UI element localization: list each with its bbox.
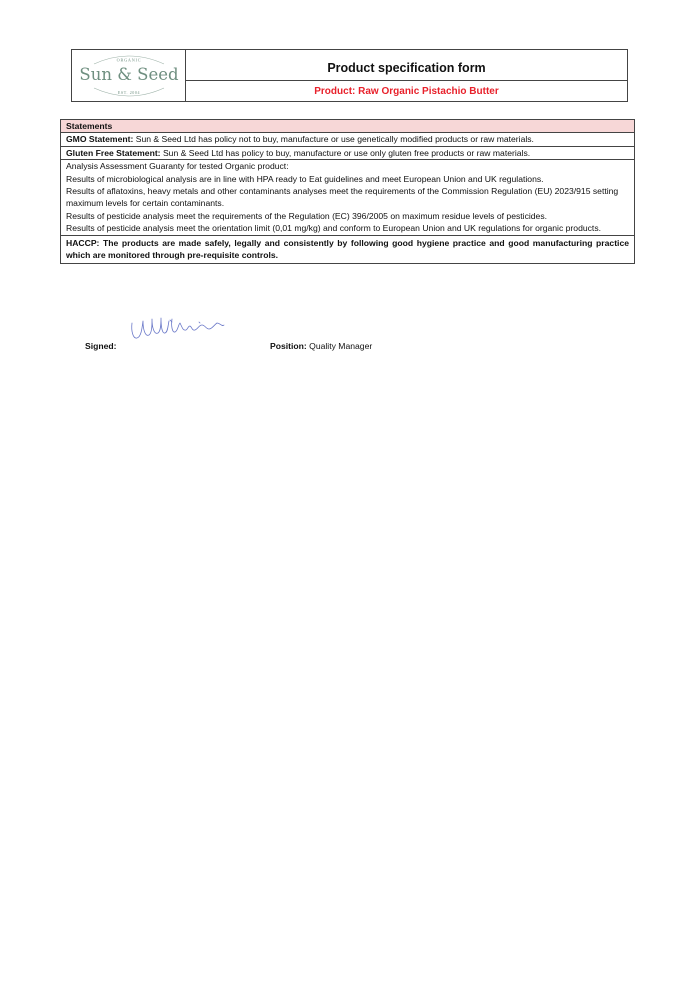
analysis-line: Results of pesticide analysis meet the orientation limit (0,01 mg/kg) and conform to European Union and UK regulations for organic products. [66, 223, 602, 234]
gmo-text: Sun & Seed Ltd has policy not to buy, manufacture or use genetically modified products or raw materials. [133, 134, 534, 145]
analysis-line: Results of microbiological analysis are in line with HPA ready to Eat guidelines and meet European Union and UK regulations. [66, 173, 544, 184]
position-value: Quality Manager [306, 341, 373, 351]
analysis-line: Results of pesticide analysis meet the requirements of the Regulation (EC) 396/2005 on maximum residue levels of pesticides. [66, 210, 548, 221]
position-field [270, 341, 372, 351]
title-cell [186, 50, 627, 81]
haccp-statement: HACCP: The products are made safely, legally and consistently by following good hygiene practice and good manufacturing practice which are monitored through pre-requisite controls. [66, 237, 629, 261]
gmo-statement [61, 133, 634, 146]
gluten-text: Sun & Seed Ltd has policy to buy, manufacture or use only gluten free products or raw materials. [160, 147, 531, 158]
handwritten-signature [128, 313, 234, 347]
logo [72, 50, 186, 101]
gmo-label: GMO Statement: [66, 134, 134, 145]
position-label: Position: [270, 341, 307, 351]
header-box [71, 49, 628, 102]
analysis-line: Results of aflatoxins, heavy metals and other contaminants analyses meet the requirements of the Commission Regulation (EU) 2023/915 setting maximum levels for certain contaminants. [66, 186, 619, 209]
svg-text:Sun & Seed: Sun & Seed [79, 65, 179, 84]
product-cell [186, 81, 627, 101]
gluten-free-statement [61, 147, 634, 160]
statements-table [60, 119, 635, 264]
svg-text:ORGANIC: ORGANIC [116, 57, 142, 63]
svg-text:EST. 2004: EST. 2004 [117, 90, 141, 95]
gluten-label: Gluten Free Statement: [66, 147, 161, 158]
statements-heading: Statements [61, 120, 634, 133]
document-title: Product specification form [327, 61, 486, 75]
product-name: Product: Raw Organic Pistachio Butter [314, 85, 499, 97]
signed-label: Signed: [85, 341, 117, 351]
analysis-line: Analysis Assessment Guaranty for tested Organic product: [66, 161, 289, 172]
sun-and-seed-logo [72, 50, 186, 101]
analysis-assessment [61, 160, 634, 235]
